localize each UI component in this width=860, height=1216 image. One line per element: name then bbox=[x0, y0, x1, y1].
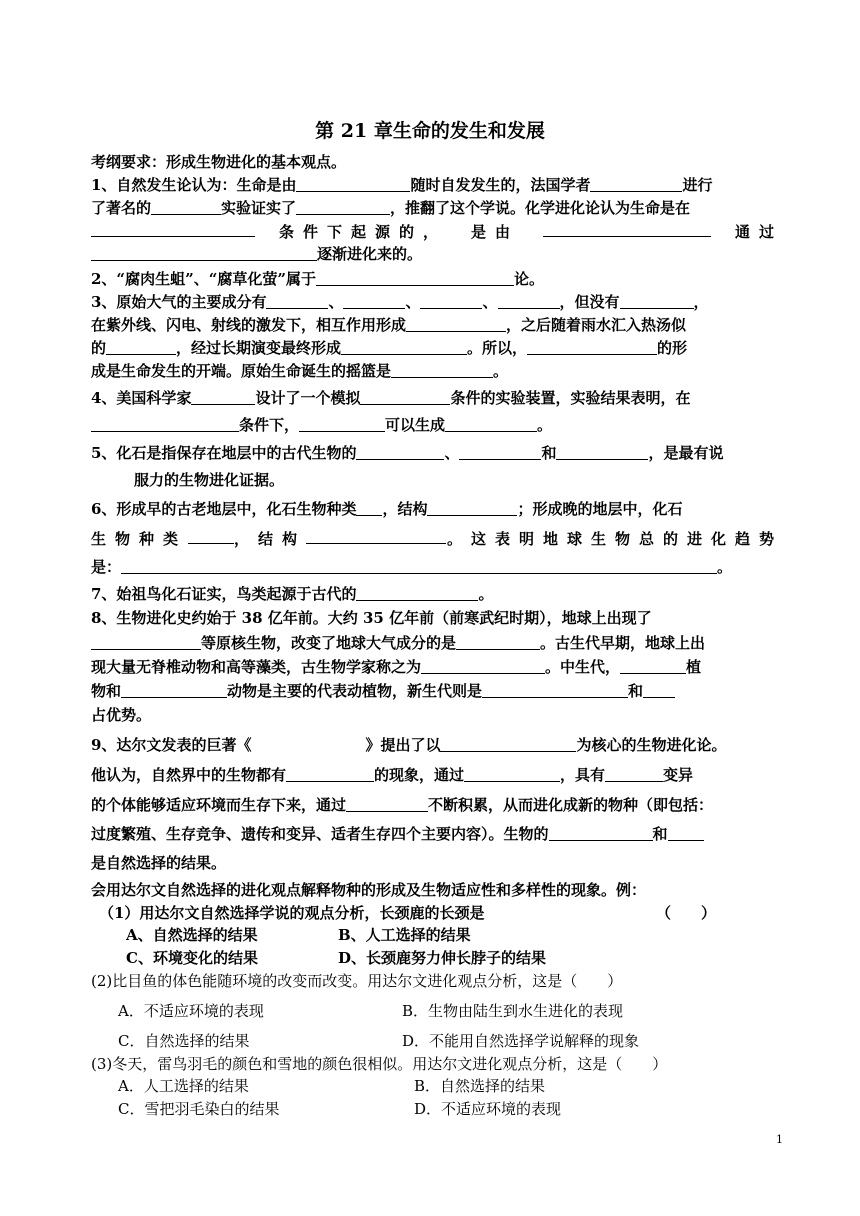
page-title: 第 21 章生命的发生和发展 bbox=[315, 120, 545, 142]
text: 通过 bbox=[734, 223, 783, 241]
text: 设计了一个模拟 bbox=[255, 389, 361, 407]
text: 生物种类 bbox=[91, 530, 188, 548]
blank bbox=[91, 416, 239, 432]
text: ，但没有 bbox=[559, 293, 620, 311]
blank bbox=[440, 736, 576, 752]
blank bbox=[343, 293, 405, 309]
text: 过度繁殖、生存竞争、遗传和变异、适者生存四个主要内容）。生物的 bbox=[91, 825, 549, 843]
text: 。中生代， bbox=[545, 658, 621, 676]
blank bbox=[482, 682, 628, 698]
mc2-option-b[interactable]: B．生物由陆生到水生进化的表现 bbox=[402, 1002, 624, 1020]
text: 。古生代早期，地球上出 bbox=[540, 634, 706, 652]
blank bbox=[459, 444, 541, 460]
text: 。 bbox=[717, 558, 733, 576]
text: 了著名的 bbox=[91, 199, 152, 217]
blank bbox=[668, 825, 704, 841]
q9-line-3 bbox=[91, 794, 713, 815]
q3-line-1 bbox=[91, 291, 709, 312]
text: 等原核生物，改变了地球大气成分的是 bbox=[201, 634, 457, 652]
text: 5、化石是指保存在地层中的古代生物的 bbox=[91, 444, 357, 462]
text: 和 bbox=[652, 825, 668, 843]
text: 进行 bbox=[682, 176, 713, 194]
q9-line-4 bbox=[91, 823, 704, 844]
text: 2、“腐肉生蛆”、“腐草化萤”属于 bbox=[91, 270, 316, 288]
text: 条件下， bbox=[239, 416, 300, 434]
blank bbox=[498, 293, 560, 309]
q9-line-5: 是自然选择的结果。 bbox=[91, 854, 227, 872]
blank bbox=[91, 634, 201, 650]
mc2-option-a[interactable]: A．不适应环境的表现 bbox=[118, 1002, 264, 1020]
mc3-option-c[interactable]: C．雪把羽毛染白的结果 bbox=[118, 1100, 280, 1118]
text: 的形 bbox=[657, 339, 688, 357]
blank bbox=[421, 658, 545, 674]
text: 不断积累，从而进化成新的物种（即包括： bbox=[428, 796, 714, 814]
blank bbox=[620, 658, 686, 674]
q8-line-4 bbox=[91, 680, 675, 701]
text: 是由 bbox=[470, 223, 519, 241]
q3-line-2 bbox=[91, 314, 686, 335]
blank bbox=[306, 528, 446, 544]
blank bbox=[356, 585, 478, 601]
q2-line bbox=[91, 268, 544, 289]
mc1-answer-paren: （ ） bbox=[656, 904, 717, 922]
mc2-question: (2)比目鱼的体色能随环境的改变而改变。用达尔文进化观点分析，这是（ ） bbox=[91, 972, 623, 990]
blank bbox=[605, 766, 663, 782]
text: ，经过长期演变最终形成 bbox=[176, 339, 342, 357]
mc2-option-c[interactable]: C．自然选择的结果 bbox=[118, 1032, 250, 1050]
blank bbox=[346, 796, 428, 812]
text: 6、形成早的古老地层中，化石生物种类 bbox=[91, 500, 357, 518]
text: 在紫外线、闪电、射线的激发下，相互作用形成 bbox=[91, 316, 407, 334]
text: 》提出了以 bbox=[365, 736, 441, 754]
blank bbox=[296, 176, 410, 192]
q7-line bbox=[91, 583, 493, 604]
blank bbox=[121, 682, 227, 698]
text: 随时自发发生的，法国学者 bbox=[410, 176, 591, 194]
text: 可以生成 bbox=[385, 416, 446, 434]
blank bbox=[356, 500, 382, 516]
text: 4、美国科学家 bbox=[91, 389, 192, 407]
mc1-question: （1）用达尔文自然选择学说的观点分析，长颈鹿的长颈是 bbox=[99, 904, 485, 922]
text: ，是最有说 bbox=[648, 444, 724, 462]
text: 1、自然发生论认为：生命是由 bbox=[91, 176, 297, 194]
text: 是： bbox=[91, 558, 122, 576]
blank bbox=[445, 416, 537, 432]
q1-line-4 bbox=[91, 243, 422, 264]
q8-line-1: 8、生物进化史约始于 38 亿年前。大约 35 亿年前（前寒武纪时期），地球上出现了 bbox=[91, 609, 652, 627]
text: 、 bbox=[482, 293, 498, 311]
text: 论。 bbox=[513, 270, 544, 288]
text: 3、原始大气的主要成分有 bbox=[91, 293, 267, 311]
text: ，结构 bbox=[233, 530, 306, 548]
text: ，推翻了这个学说。化学进化论认为生命是在 bbox=[390, 199, 691, 217]
q8-line-3 bbox=[91, 656, 701, 677]
blank bbox=[266, 293, 328, 309]
q5-line-2: 服力的生物进化证据。 bbox=[134, 471, 285, 489]
text: 、 bbox=[405, 293, 421, 311]
mc3-option-b[interactable]: B．自然选择的结果 bbox=[414, 1077, 546, 1095]
text: 、 bbox=[444, 444, 460, 462]
blank bbox=[427, 500, 517, 516]
page-number: 1 bbox=[776, 1133, 783, 1146]
text: 物和 bbox=[91, 682, 122, 700]
instruction-line: 会用达尔文自然选择的进化观点解释物种的形成及生物适应性和多样性的现象。例： bbox=[91, 881, 647, 899]
q5-line-1 bbox=[91, 442, 724, 463]
text: 和 bbox=[628, 682, 644, 700]
q8-line-5: 占优势。 bbox=[91, 706, 152, 724]
blank bbox=[590, 176, 682, 192]
text: 条件下起源的， bbox=[278, 223, 447, 241]
text: ，结构 bbox=[382, 500, 428, 518]
blank bbox=[106, 339, 176, 355]
text: 。这表明地球生物总的进化趋势 bbox=[446, 530, 783, 548]
blank bbox=[543, 221, 711, 237]
q8-line-2 bbox=[91, 632, 705, 653]
blank bbox=[356, 444, 444, 460]
q3-line-3 bbox=[91, 337, 687, 358]
text: 。 bbox=[537, 416, 553, 434]
text: 变异 bbox=[663, 766, 694, 784]
q4-line-1 bbox=[91, 387, 690, 408]
blank bbox=[188, 528, 234, 544]
text: 7、始祖鸟化石证实，鸟类起源于古代的 bbox=[91, 585, 357, 603]
q6-line-2 bbox=[91, 528, 783, 549]
q6-line-1 bbox=[91, 498, 682, 519]
blank bbox=[620, 293, 694, 309]
mc3-question: (3)冬天，雷鸟羽毛的颜色和雪地的颜色很相似。用达尔文进化观点分析，这是（ ） bbox=[91, 1055, 668, 1073]
q1-line-2 bbox=[91, 197, 690, 218]
text: ；形成晚的地层中，化石 bbox=[517, 500, 683, 518]
mc1-option-d[interactable]: D、长颈鹿努力伸长脖子的结果 bbox=[338, 949, 547, 967]
text: 为核心的生物进化论。 bbox=[576, 736, 727, 754]
text: 和 bbox=[541, 444, 557, 462]
text: 现大量无脊椎动物和高等藻类，古生物学家称之为 bbox=[91, 658, 422, 676]
blank bbox=[464, 766, 560, 782]
text: 植 bbox=[686, 658, 702, 676]
blank bbox=[360, 389, 450, 405]
blank bbox=[391, 362, 493, 378]
text: 的个体能够适应环境而生存下来，通过 bbox=[91, 796, 347, 814]
blank bbox=[556, 444, 648, 460]
blank bbox=[420, 293, 482, 309]
blank bbox=[549, 825, 653, 841]
text: 他认为，自然界中的生物都有 bbox=[91, 766, 287, 784]
mc1-option-c[interactable]: C、环境变化的结果 bbox=[126, 949, 258, 967]
blank bbox=[191, 389, 255, 405]
mc2-option-d[interactable]: D．不能用自然选择学说解释的现象 bbox=[402, 1032, 640, 1050]
q9-line-2 bbox=[91, 764, 693, 785]
blank bbox=[91, 221, 255, 237]
text: 。 bbox=[478, 585, 494, 603]
requirement-line: 考纲要求：形成生物进化的基本观点。 bbox=[91, 153, 347, 171]
text: ，具有 bbox=[560, 766, 606, 784]
q4-line-2 bbox=[91, 414, 552, 435]
blank bbox=[527, 339, 657, 355]
text: 条件的实验装置，实验结果表明，在 bbox=[450, 389, 691, 407]
mc1-option-a[interactable]: A、自然选择的结果 bbox=[126, 926, 258, 944]
q9-line-1 bbox=[91, 734, 726, 755]
mc3-option-a[interactable]: A．人工选择的结果 bbox=[118, 1077, 249, 1095]
blank bbox=[456, 634, 540, 650]
text: 9、达尔文发表的巨著《 bbox=[91, 736, 252, 754]
text: 、 bbox=[328, 293, 344, 311]
q1-line-1 bbox=[91, 174, 712, 195]
blank bbox=[91, 245, 317, 261]
text: ，之后随着雨水汇入热汤似 bbox=[506, 316, 687, 334]
blank bbox=[316, 270, 514, 286]
text: 。 bbox=[493, 362, 509, 380]
q6-line-3 bbox=[91, 556, 732, 577]
q3-line-4 bbox=[91, 360, 508, 381]
blank bbox=[151, 199, 221, 215]
text: ， bbox=[693, 293, 709, 311]
mc1-option-b[interactable]: B、人工选择的结果 bbox=[338, 926, 471, 944]
text: 实验证实了 bbox=[221, 199, 297, 217]
text: 成是生命发生的开端。原始生命诞生的摇篮是 bbox=[91, 362, 392, 380]
blank bbox=[341, 339, 467, 355]
q1-line-3 bbox=[91, 221, 783, 242]
blank bbox=[286, 766, 374, 782]
text: 的现象，通过 bbox=[374, 766, 465, 784]
blank bbox=[643, 682, 675, 698]
text: 的 bbox=[91, 339, 107, 357]
blank bbox=[299, 416, 385, 432]
blank bbox=[296, 199, 390, 215]
mc3-option-d[interactable]: D．不适应环境的表现 bbox=[414, 1100, 562, 1118]
text: 动物是主要的代表动植物，新生代则是 bbox=[227, 682, 483, 700]
blank bbox=[121, 558, 717, 574]
text: 。所以， bbox=[467, 339, 528, 357]
text: 逐渐进化来的。 bbox=[317, 245, 423, 263]
blank bbox=[406, 316, 506, 332]
